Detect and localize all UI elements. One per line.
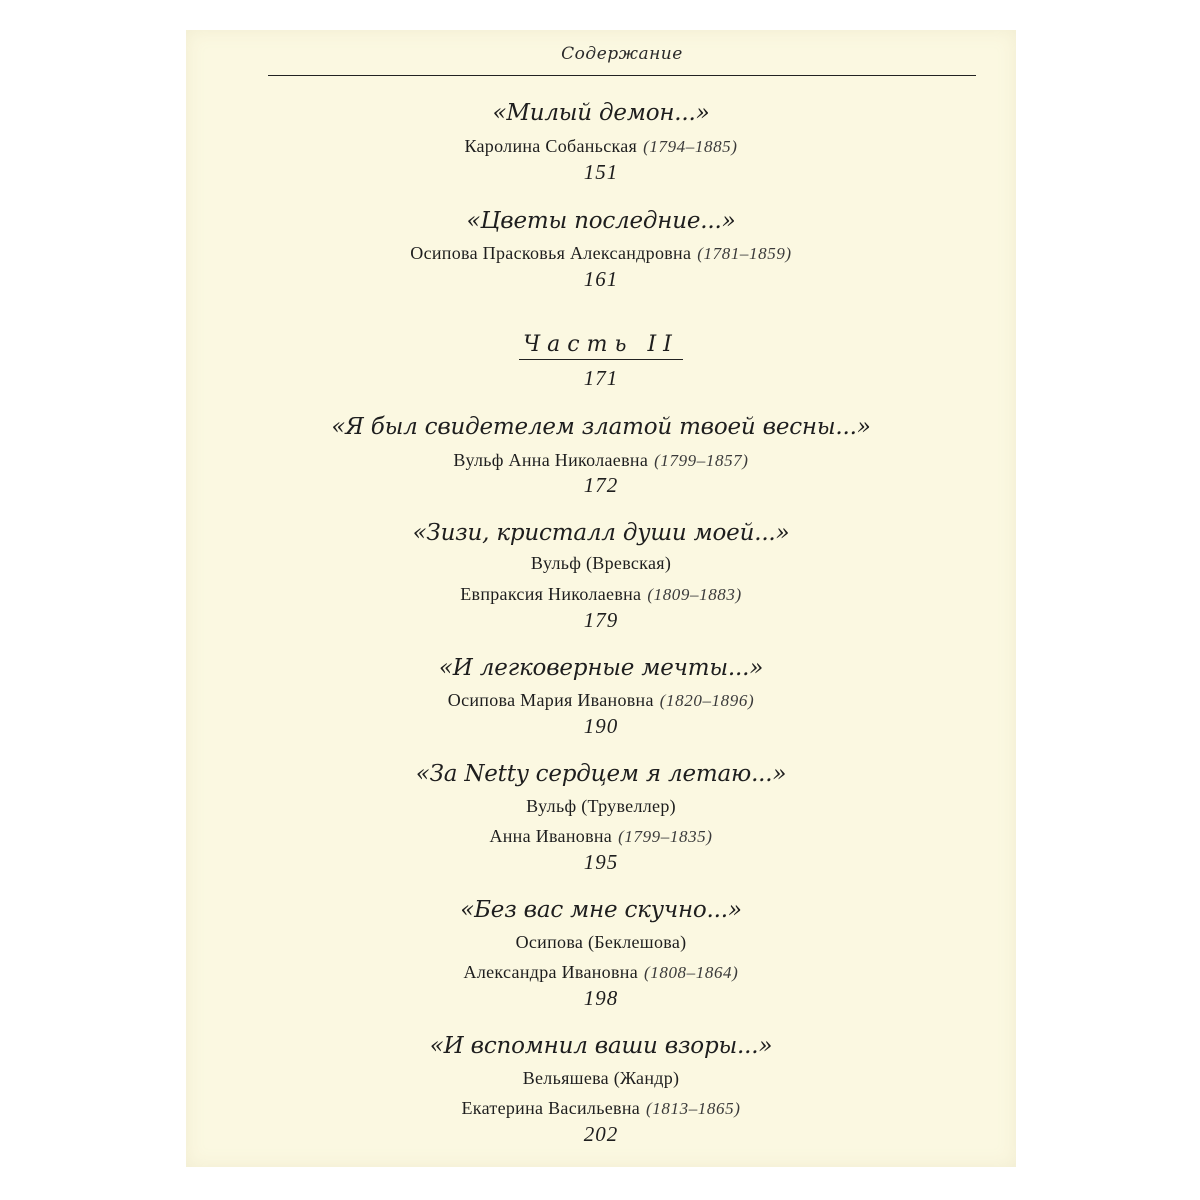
entry-years: (1808–1864) [644, 963, 739, 982]
entry-title[interactable]: «И вспомнил ваши взоры...» [429, 1033, 773, 1059]
header-rule [268, 75, 976, 76]
entry-years: (1799–1857) [654, 451, 749, 470]
entry-name: Вельяшева (Жандр) [522, 1068, 680, 1088]
entry-page-number[interactable]: 161 [583, 267, 619, 291]
entry-page-number[interactable]: 179 [583, 608, 619, 632]
entry-page-number[interactable]: 172 [583, 473, 619, 497]
entry-page-number[interactable]: 151 [583, 160, 619, 184]
entry-title[interactable]: «Милый демон...» [492, 100, 710, 126]
entry-name: Осипова (Беклешова) [515, 932, 687, 952]
part-page-number[interactable]: 171 [583, 366, 619, 390]
entry-name: Анна Ивановна [489, 826, 613, 846]
entry-years: (1799–1835) [618, 827, 713, 846]
entry-name-line [186, 826, 1016, 847]
entry-years: (1781–1859) [697, 244, 792, 263]
entry-title[interactable]: «Я был свидетелем златой твоей весны...» [331, 414, 871, 440]
entry-name: Каролина Собаньская [464, 136, 638, 156]
entry-name: Осипова Мария Ивановна [447, 690, 654, 710]
entry-name-line [186, 584, 1016, 605]
part-heading[interactable] [186, 332, 1016, 360]
entry-name: Вульф Анна Николаевна [453, 450, 649, 470]
entry-name-line [186, 136, 1016, 157]
entry-years: (1813–1865) [646, 1099, 741, 1118]
entry-page-number[interactable]: 202 [583, 1122, 619, 1146]
entry-name: Евпраксия Николаевна [460, 584, 642, 604]
entry-years: (1809–1883) [647, 585, 742, 604]
entry-name: Вульф (Трувеллер) [526, 796, 676, 816]
entry-name: Осипова Прасковья Александровна [410, 243, 692, 263]
entry-page-number[interactable]: 195 [583, 850, 619, 874]
running-head: Содержание [561, 44, 683, 64]
entry-years: (1820–1896) [659, 691, 755, 710]
entry-name-line [186, 243, 1016, 264]
entry-title[interactable]: «Без вас мне скучно...» [460, 897, 742, 923]
entry-years: (1794–1885) [643, 137, 738, 156]
entry-title[interactable]: «За Netty сердцем я летаю...» [415, 761, 787, 787]
entry-title[interactable]: «Зизи, кристалл души моей...» [412, 520, 790, 546]
entry-page-number[interactable]: 198 [583, 986, 619, 1010]
entry-name: Екатерина Васильевна [461, 1098, 641, 1118]
entry-name: Александра Ивановна [463, 962, 638, 982]
book-page [186, 30, 1016, 1167]
entry-name-line [186, 450, 1016, 471]
entry-name-line [186, 1098, 1016, 1119]
entry-name-line [186, 690, 1016, 711]
part-title: Часть II [519, 332, 683, 360]
entry-page-number[interactable]: 190 [583, 714, 619, 738]
entry-name-line [186, 962, 1016, 983]
entry-title[interactable]: «Цветы последние...» [466, 208, 736, 234]
entry-title[interactable]: «И легковерные мечты...» [438, 655, 764, 681]
entry-name: Вульф (Вревская) [530, 553, 672, 573]
